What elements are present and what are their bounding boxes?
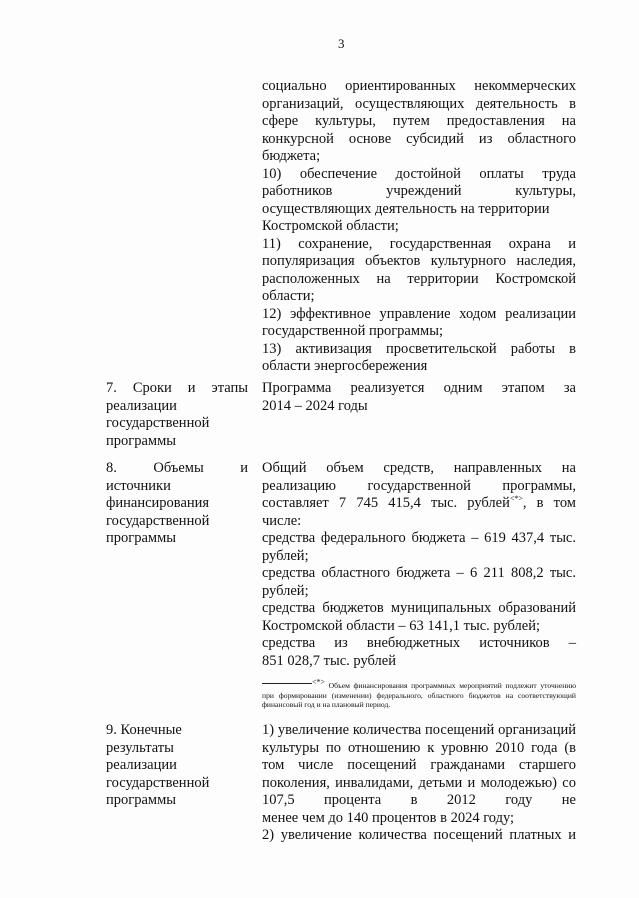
goal-10: 10) обеспечение достойной оплаты труда работников учреждений культуры, — [262, 165, 576, 199]
goal-12-end: государственной программы; — [262, 323, 443, 339]
goals-continuation — [262, 78, 576, 376]
footnote-mark: <*> — [312, 677, 326, 687]
section-7-text-first: Программа реализуется одним этапом за — [262, 380, 576, 396]
goal-11-end: области; — [262, 288, 315, 304]
section-8-text — [262, 460, 576, 670]
regional-funding-end: рублей; — [262, 582, 309, 599]
footnote — [262, 677, 576, 710]
result-1-end: менее чем до 140 процентов в 2024 году; — [262, 809, 515, 826]
result-2: 2) увеличение количества посещений платных и — [262, 827, 576, 843]
section-7-text-rest: 2014 – 2024 годы — [262, 397, 368, 414]
municipal-funding-end: Костромской области – 63 141,1 тыс. рублей; — [262, 617, 540, 634]
total-funding — [262, 460, 576, 513]
goal-10-end: осуществляющих деятельность на территории Костромской области; — [262, 200, 550, 234]
goal-13-end: области энергосбережения — [262, 358, 428, 374]
goal-13: 13) активизация просветительской работы в — [262, 340, 576, 357]
total-funding-end: , в том — [522, 495, 576, 511]
section-7-label-first: 7. Сроки и этапы — [106, 380, 248, 396]
offbudget-funding: средства из внебюджетных источников – — [262, 635, 576, 651]
goal-12: 12) эффективное управление ходом реализации — [262, 305, 576, 322]
federal-funding: средства федерального бюджета – 619 437,4 тыс. — [262, 530, 576, 546]
federal-funding-end: рублей; — [262, 547, 309, 564]
footnote-marker: <*> — [509, 494, 523, 504]
result-1: 1) увеличение количества посещений организаций культуры по отношению к уровню 2010 года (в том числе посещений гражданами старшего поколения, инвалидами, детьми и молодежью) со 107,5 процента в 2012 году не — [262, 722, 576, 808]
section-9-label: 9. Конечные результаты реализации государственной программы — [106, 722, 210, 808]
page-number: 3 — [338, 36, 345, 51]
section-7-text — [262, 380, 576, 415]
section-8-label — [106, 460, 248, 548]
goal-11: 11) сохранение, государственная охрана и популяризация объектов культурного наследия, расположенных на территории Костромской — [262, 235, 576, 287]
section-7-label-rest: реализации государственной программы — [106, 397, 210, 449]
municipal-funding: средства бюджетов муниципальных образований — [262, 600, 576, 616]
offbudget-funding-end: 851 028,7 тыс. рублей — [262, 652, 396, 669]
total-funding-text: Общий объем средств, направленных на реализацию государственной программы, составляет 7 745 415,4 тыс. рублей — [262, 460, 576, 511]
section-8-label-rest: источники финансирования государственной программы — [106, 477, 210, 546]
total-funding-last: числе: — [262, 512, 302, 529]
section-7-label — [106, 380, 248, 450]
goal-text-end: бюджета; — [262, 148, 321, 164]
section-8-label-first: 8. Объемы и — [106, 460, 248, 476]
regional-funding: средства областного бюджета – 6 211 808,2 тыс. — [262, 565, 576, 581]
goal-text: социально ориентированных некоммерческих организаций, осуществляющих деятельность в сфере культуры, путем предоставления на конкурсной основе субсидий из областного — [262, 78, 576, 147]
section-9-text — [262, 722, 576, 845]
footnote-text: Объем финансирования программных мероприятий подлежит уточнению при формировании (изменении) федерального, областного бюджетов на соответствующий финансовый год и на плановый период. — [262, 681, 576, 709]
